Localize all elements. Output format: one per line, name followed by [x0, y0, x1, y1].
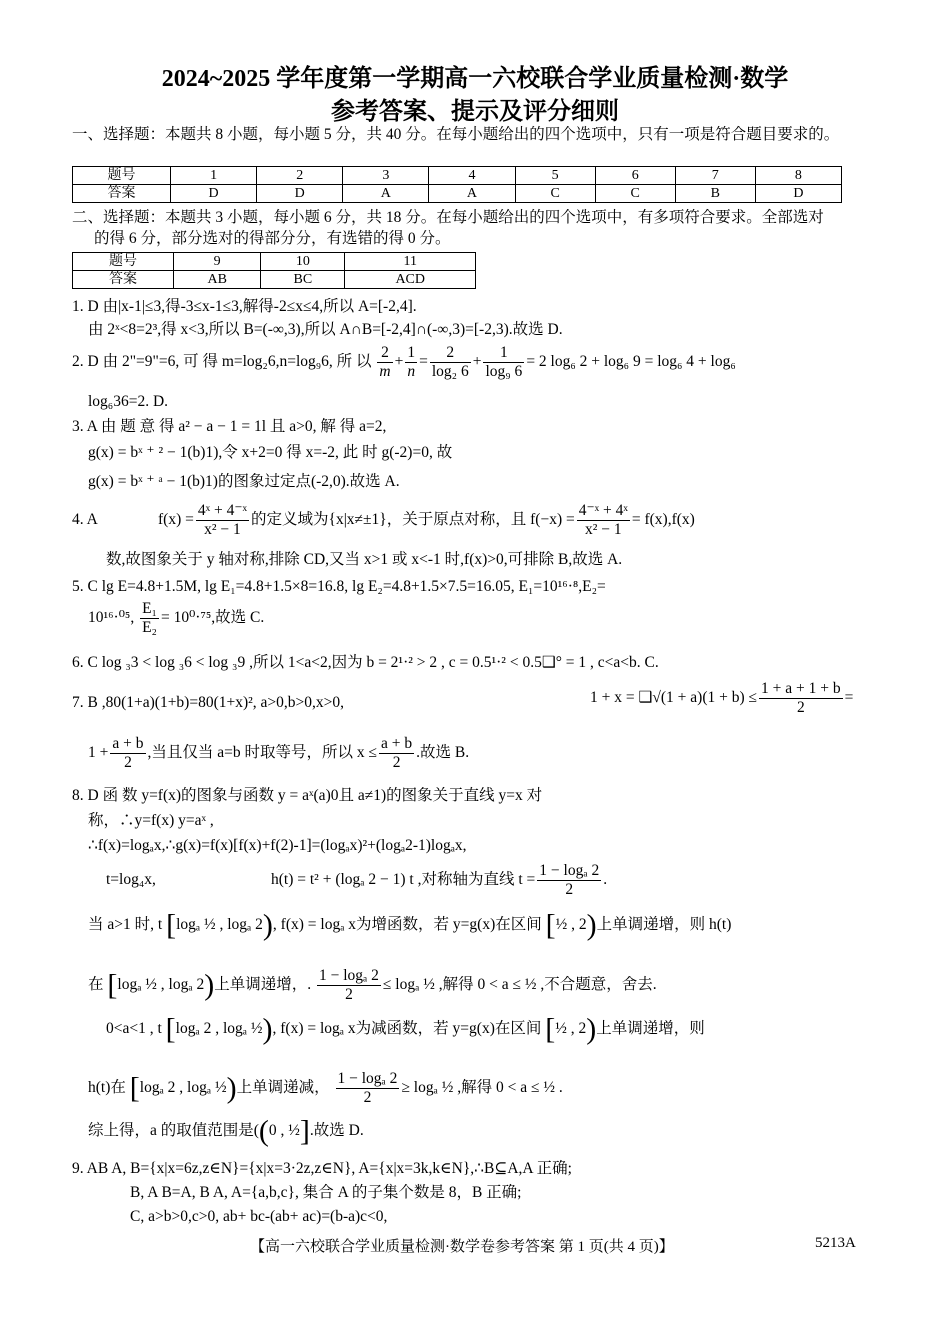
- table-cell: ACD: [345, 271, 476, 289]
- q2-fraction: $\frac{2}{\text{log₂ 6}}$: [431, 344, 469, 380]
- q3-line3: g(x) = bˣ ⁺ ᵃ − 1(b)1)的图象过定点(-2,0).故选 A.: [88, 473, 400, 490]
- section2-intro-line1: 二、选择题：本题共 3 小题，每小题 6 分，共 18 分。在每小题给出的四个选项中，有多项符合要求。全部选对: [72, 209, 824, 226]
- table-row: [73, 271, 476, 289]
- section1-intro: 一、选择题：本题共 8 小题，每小题 5 分，共 40 分。在每小题给出的四个选项中，只有一项是符合题目要求的。: [72, 126, 840, 143]
- table-cell: C: [515, 185, 595, 203]
- q8-line3: ∴f(x)=logₐx,∴g(x)=f(x)[f(x)+f(2)-1]=(logₐx)²+(logₐ2-1)logₐx,: [88, 837, 467, 854]
- interval: logₐ 2 , logₐ ½: [175, 1020, 263, 1037]
- q8-axis-fraction: $\frac{\text{1 − logₐ 2}}{2}$: [539, 862, 600, 898]
- interval: logₐ ½ , logₐ 2: [117, 976, 205, 994]
- q8-line1: 8. D 函 数 y=f(x)的图象与函数 y = aˣ(a)0且 a≠1)的图象关于直线 y=x 对: [72, 787, 543, 804]
- interval: 0 , ½: [268, 1122, 300, 1139]
- section1-answer-table: [72, 166, 842, 203]
- table-header-cell: 答案: [73, 185, 171, 203]
- table-cell: 5: [515, 167, 595, 185]
- q2-line2: log₆36=2. D.: [88, 393, 169, 410]
- q5-line1: 5. C lg E=4.8+1.5M, lg E₁=4.8+1.5×8=16.8, lg E₂=4.8+1.5×7.5=16.05, E₁=10¹⁶·⁸,E₂=: [72, 578, 606, 595]
- page-subtitle: 参考答案、提示及评分细则: [331, 99, 619, 125]
- q3-line1: 3. A 由 题 意 得 a² − a − 1 = 1l 且 a>0, 解 得 a=2,: [72, 418, 387, 435]
- table-row: [73, 167, 842, 185]
- q7-fraction: $\frac{a + b}{2}$: [381, 735, 413, 771]
- q2-tail: = 2 log₆ 2 + log₆ 9 = log₆ 4 + log₆: [526, 353, 736, 371]
- table-cell: A: [429, 185, 515, 203]
- table-cell: D: [755, 185, 841, 203]
- q9-line2: B, A B=A, B A, A={a,b,c}, 集合 A 的子集个数是 8，B 正确;: [130, 1184, 522, 1201]
- q1-line2: 由 2ˣ<8=2³,得 x<3,所以 B=(-∞,3),所以 A∩B=[-2,4]∩(-∞,3)=[-2,3).故选 D.: [88, 321, 563, 338]
- q7-line2: 1 + $\frac{a + b}{2}$ ,当且仅当 a=b 时取等号，所以 x ≤ $\frac{a + b}{2}$ .故选 B.: [88, 735, 470, 771]
- table-cell: 2: [257, 167, 343, 185]
- q6-line: 6. C log ₃3 < log ₃6 < log ₃9 ,所以 1<a<2,因为 b = 2¹·² > 2 , c = 0.5¹·² < 0.5❑° = 1 , c<a<b. C.: [72, 654, 659, 671]
- q2-fraction: $\frac{2}{m}$: [379, 344, 391, 380]
- interval: logₐ ½ , logₐ 2: [176, 916, 263, 933]
- table-header-cell: 题号: [73, 253, 174, 271]
- q7-line1: 7. B ,80(1+a)(1+b)=80(1+x)², a>0,b>0,x>0,: [72, 694, 345, 711]
- q2-prefix: 2. D 由 2"=9"=6, 可 得 m=log₂6,n=log₉6, 所 以: [72, 353, 372, 371]
- q2-fraction: $\frac{1}{\text{log₉ 6}}$: [485, 344, 523, 380]
- q9-line3: C, a>b>0,c>0, ab+ bc-(ab+ ac)=(b-a)c<0,: [130, 1208, 388, 1225]
- section2-answer-table: [72, 252, 476, 289]
- table-cell: B: [675, 185, 755, 203]
- q8-case2-line1: 0<a<1 , t [logₐ 2 , logₐ ½), f(x) = logₐ x为减函数，若 y=g(x)在区间 [½ , 2)上单调递增，则: [106, 1012, 705, 1046]
- q5-line2: 10¹⁶·⁰⁵, $\frac{\text{E₁}}{\text{E₂}}$ = 10⁰·⁷⁵,故选 C.: [88, 600, 265, 636]
- q8-fraction: $\frac{\text{1 − logₐ 2}}{2}$: [337, 1070, 398, 1106]
- q9-line1: 9. AB A, B={x|x=6z,z∈N}={x|x=3·2z,z∈N}, A={x|x=3k,k∈N},∴B⊆A,A 正确;: [72, 1160, 572, 1177]
- q8-line2: 称，∴y=f(x) y=aˣ ,: [88, 812, 214, 829]
- q7-rhs: 1 + x = ❑√(1 + a)(1 + b) ≤ $\frac{1 + a + 1 + b}{2}$ =: [590, 680, 854, 716]
- table-cell: BC: [261, 271, 345, 289]
- q4-line1: 4. A f(x) = $\frac{\text{4ˣ + 4⁻ˣ}}{\text{x² − 1}}$ 的定义域为{x|x≠±1}，关于原点对称，且 f(−x) = $\frac{\text{4⁻ˣ + 4ˣ}}{\text{x² − 1}}$ = f(x),f(x): [72, 502, 695, 538]
- q2-line1: 2. D 由 2"=9"=6, 可 得 m=log₂6,n=log₉6, 所 以 $\frac{2}{m}$ + $\frac{1}{n}$ = $\frac{2}{\text{log₂ 6}}$ + $\frac{1}{\text{log₉ 6}}$ = 2 log₆ 2 + log₆ 9 = log₆ 4 + log₆: [72, 344, 736, 380]
- table-row: [73, 185, 842, 203]
- q1-line1: 1. D 由|x-1|≤3,得-3≤x-1≤3,解得-2≤x≤4,所以 A=[-2,4].: [72, 298, 417, 315]
- q4-fraction: $\frac{\text{4⁻ˣ + 4ˣ}}{\text{x² − 1}}$: [578, 502, 628, 538]
- interval: ½ , 2: [555, 916, 587, 933]
- q8-case2-line2: h(t)在 [logₐ 2 , logₐ ½)上单调递减， $\frac{\text{1 − logₐ 2}}{2}$ ≥ logₐ ½ ,解得 0 < a ≤ ½ .: [88, 1070, 563, 1106]
- table-cell: 10: [261, 253, 345, 271]
- table-cell: 8: [755, 167, 841, 185]
- page-title: 2024~2025 学年度第一学期高一六校联合学业质量检测·数学: [161, 66, 789, 92]
- section2-intro-line2: 的得 6 分，部分选对的得部分分，有选错的得 0 分。: [94, 230, 451, 247]
- q7-fraction: $\frac{a + b}{2}$: [112, 735, 144, 771]
- q8-case1-line1: 当 a>1 时, t [logₐ ½ , logₐ 2), f(x) = logₐ x为增函数，若 y=g(x)在区间 [½ , 2)上单调递增，则 h(t): [88, 908, 732, 942]
- table-cell: 1: [171, 167, 257, 185]
- table-cell: D: [257, 185, 343, 203]
- table-cell: C: [595, 185, 675, 203]
- table-row: [73, 253, 476, 271]
- q7-fraction: $\frac{1 + a + 1 + b}{2}$: [761, 680, 841, 716]
- table-header-cell: 答案: [73, 271, 174, 289]
- table-cell: D: [171, 185, 257, 203]
- table-cell: 11: [345, 253, 476, 271]
- table-cell: 4: [429, 167, 515, 185]
- q8-line4: t=log₄x, h(t) = t² + (logₐ 2 − 1) t ,对称轴为直线 t = $\frac{\text{1 − logₐ 2}}{2}$ .: [106, 862, 608, 898]
- q4-line2: 数,故图象关于 y 轴对称,排除 CD,又当 x>1 或 x<-1 时,f(x)>0,可排除 B,故选 A.: [106, 551, 623, 568]
- q8-fraction: $\frac{\text{1 − logₐ 2}}{2}$: [319, 967, 379, 1003]
- table-cell: A: [343, 185, 429, 203]
- q3-line2: g(x) = bˣ ⁺ ² − 1(b)1),令 x+2=0 得 x=-2, 此 时 g(-2)=0, 故: [88, 444, 453, 461]
- table-header-cell: 题号: [73, 167, 171, 185]
- q8-case1-line2: 在 [logₐ ½ , logₐ 2)上单调递增，. $\frac{\text{1 − logₐ 2}}{2}$ ≤ logₐ ½ ,解得 0 < a ≤ ½ ,不合题意，舍去.: [88, 967, 657, 1003]
- interval: ½ , 2: [555, 1020, 587, 1037]
- table-cell: AB: [174, 271, 261, 289]
- q2-fraction: $\frac{1}{n}$: [407, 344, 416, 380]
- q5-fraction: $\frac{\text{E₁}}{\text{E₂}}$: [142, 600, 157, 636]
- q8-conclusion: 综上得，a 的取值范围是((0 , ½].故选 D.: [88, 1114, 364, 1148]
- table-cell: 9: [174, 253, 261, 271]
- q4-fraction: $\frac{\text{4ˣ + 4⁻ˣ}}{\text{x² − 1}}$: [197, 502, 247, 538]
- page-footer: 【高一六校联合学业质量检测·数学卷参考答案 第 1 页(共 4 页)】: [250, 1239, 674, 1255]
- document-code: 5213A: [815, 1235, 856, 1251]
- interval: logₐ 2 , logₐ ½: [139, 1079, 227, 1097]
- table-cell: 7: [675, 167, 755, 185]
- table-cell: 3: [343, 167, 429, 185]
- table-cell: 6: [595, 167, 675, 185]
